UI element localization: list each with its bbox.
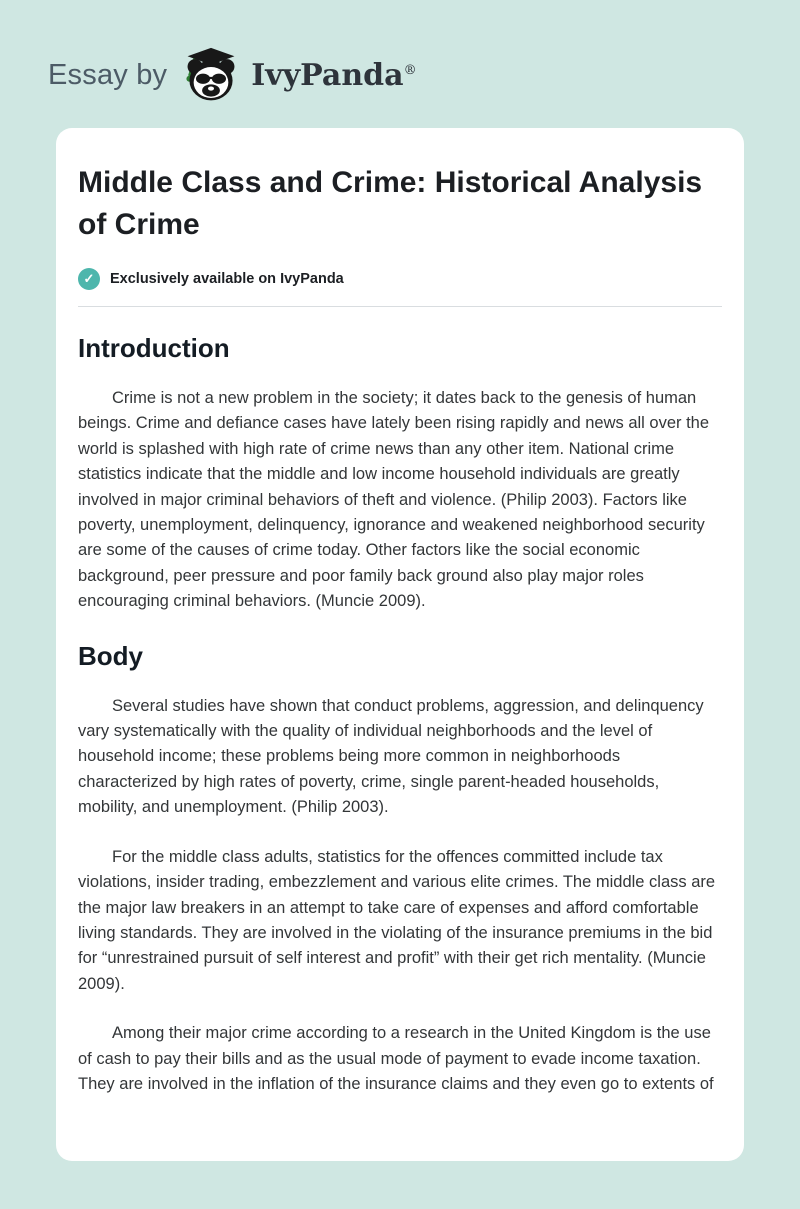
body-paragraph-2: For the middle class adults, statistics for the offences committed include tax violations, insider trading, embezzlement and various elite crimes. The middle class are the major law breakers in an attempt to take care of expenses and afford comfortable living standards. They are involved in the violating of the insurance premiums in the bid for “unrestrained pursuit of self interest and profit” with their get rich mentality. (Muncie 2009). <box>78 847 716 993</box>
essay-title: Middle Class and Crime: Historical Analysis of Crime <box>78 166 703 241</box>
availability-text: Exclusively available on IvyPanda <box>110 271 344 287</box>
essay-card <box>56 128 744 1161</box>
body-paragraph-1: Several studies have shown that conduct problems, aggression, and delinquency vary systematically with the quality of individual neighborhoods and the level of household income; these problems being more common in neighborhoods characterized by high rates of poverty, crime, single parent-headed households, mobility, and unemployment. (Philip 2003). <box>78 696 704 817</box>
header <box>0 0 800 110</box>
brand-name <box>251 58 416 93</box>
check-icon: ✓ <box>78 268 100 290</box>
section-heading-introduction: Introduction <box>78 333 230 363</box>
introduction-paragraph: Crime is not a new problem in the society; it dates back to the genesis of human beings. Crime and defiance cases have lately been rising rapidly and news all over the world is splashed with high rate of crime news than any other item. National crime statistics indicate that the middle and low income household individuals are greatly involved in major criminal behaviors of theft and violence. (Philip 2003). Factors like poverty, unemployment, delinquency, ignorance and weakened neighborhood security are some of the causes of crime today. Other factors like the social economic background, peer pressure and poor family back ground also play major roles encouraging criminal behaviors. (Muncie 2009). <box>78 389 710 611</box>
divider <box>78 306 722 307</box>
brand-text: IvyPanda <box>251 57 404 93</box>
panda-graduate-icon <box>181 45 241 105</box>
section-heading-body: Body <box>78 640 143 671</box>
availability-badge <box>78 268 722 290</box>
essay-by-label: Essay by <box>48 58 168 91</box>
registered-mark: ® <box>403 62 417 78</box>
body-paragraph-3: Among their major crime according to a research in the United Kingdom is the use of cash to pay their bills and as the usual mode of payment to evade income taxation. They are involved in the inflation of the insurance claims and they even go to extents of <box>78 1024 714 1093</box>
